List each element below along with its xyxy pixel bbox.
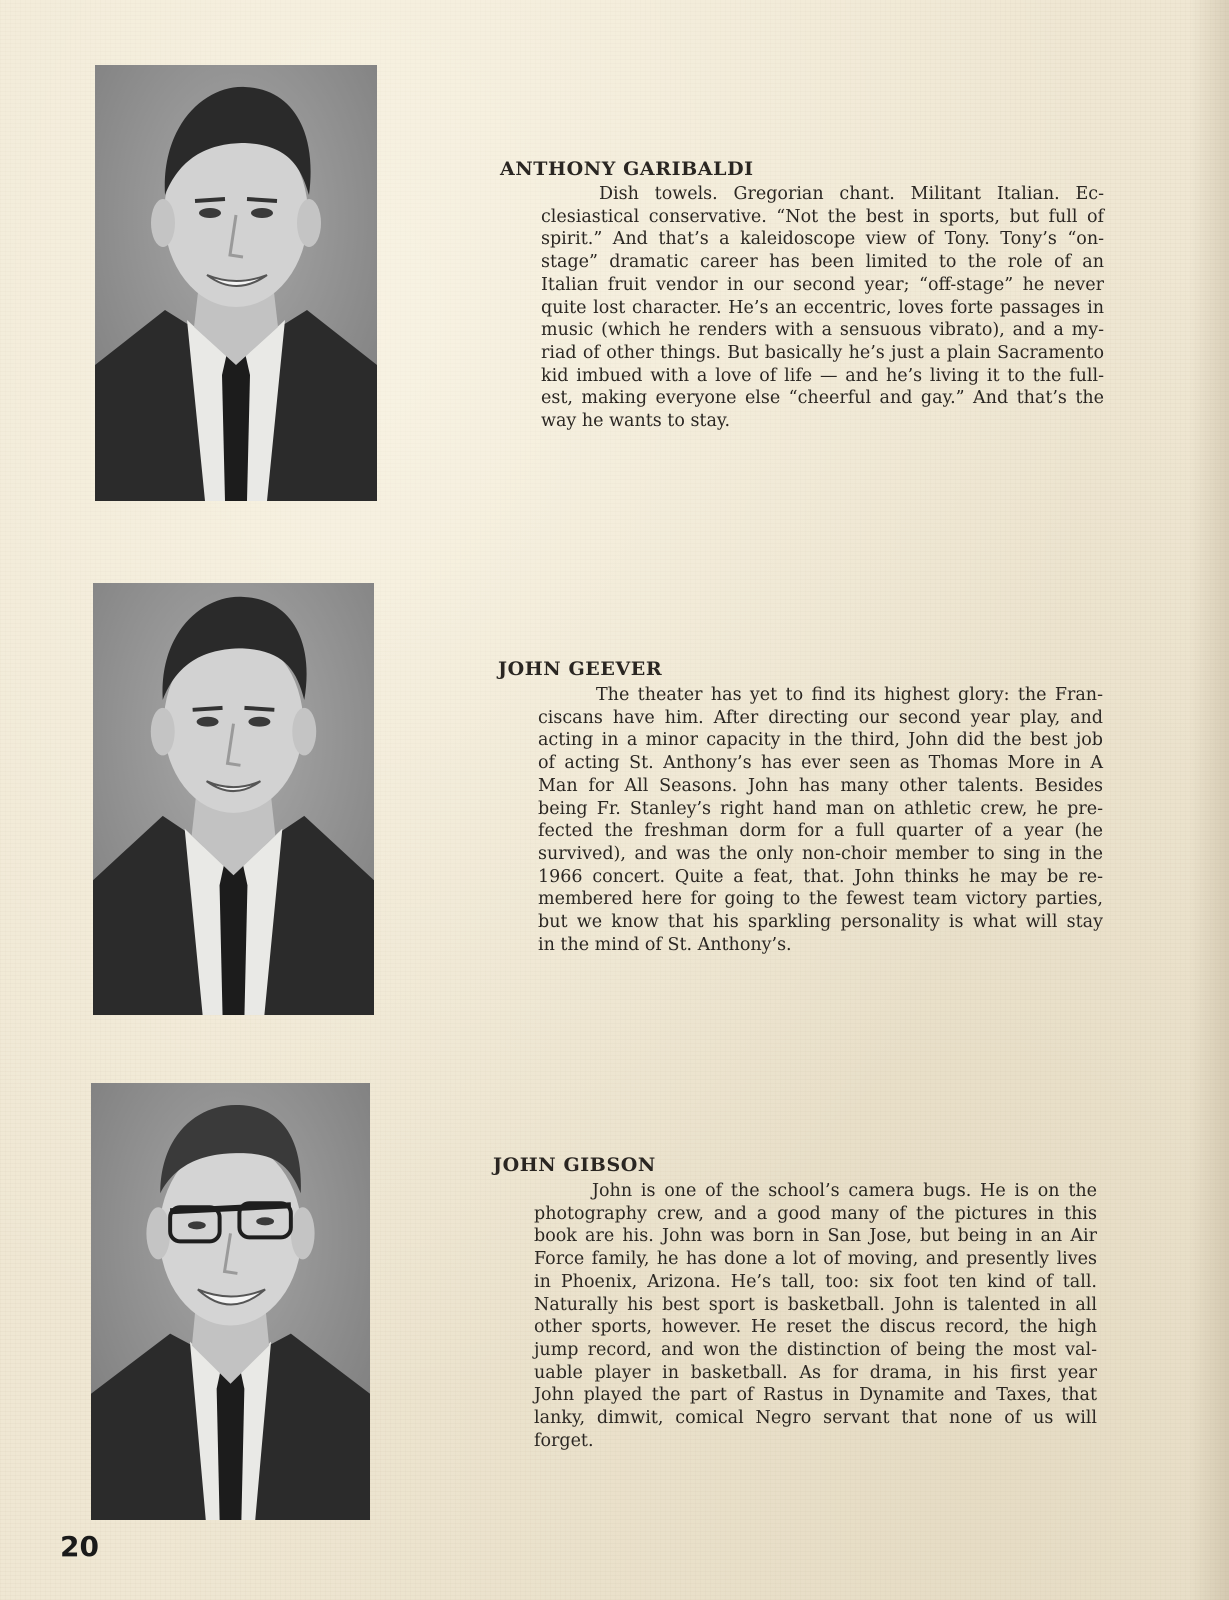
bio-line: of acting St. Anthony’s has ever seen as Thomas More in A (538, 753, 1103, 774)
student-name: JOHN GIBSON (493, 1154, 656, 1176)
bio-line: kid imbued with a love of life — and he’s living it to the full- (541, 365, 1104, 386)
portrait-image (93, 583, 374, 1015)
bio-line: The theater has yet to find its highest glory: the Fran- (596, 685, 1103, 705)
bio-line: quite lost character. He’s an eccentric, loves forte passages in (541, 297, 1104, 318)
bio-line: book are his. John was born in San Jose, but being in an Air (534, 1226, 1097, 1247)
bio-line: uable player in basketball. As for drama, in his first year (534, 1362, 1097, 1383)
bio-line: but we know that his sparkling personality is what will stay (538, 912, 1103, 933)
bio-line: Naturally his best sport is basketball. John is talented in all (534, 1294, 1097, 1315)
student-bio (534, 1180, 1097, 1452)
portrait-image (91, 1083, 370, 1520)
portrait-image (95, 65, 377, 501)
portrait-photo-john-gibson (91, 1083, 370, 1520)
bio-line: est, making everyone else “cheerful and gay.” And that’s the (541, 388, 1104, 409)
bio-line: 1966 concert. Quite a feat, that. John thinks he may be re- (538, 866, 1103, 887)
bio-line: ciscans have him. After directing our second year play, and (538, 707, 1103, 728)
bio-line: Dish towels. Gregorian chant. Militant Italian. Ec- (599, 184, 1104, 204)
bio-line: acting in a minor capacity in the third, John did the best job (538, 730, 1103, 751)
bio-line: stage” dramatic career has been limited to the role of an (541, 252, 1104, 273)
page-number: 20 (60, 1530, 99, 1563)
bio-line: Force family, he has done a lot of moving, and presently lives (534, 1249, 1097, 1270)
bio-line: music (which he renders with a sensuous vibrato), and a my- (541, 320, 1104, 341)
student-bio (541, 183, 1104, 433)
student-name: ANTHONY GARIBALDI (500, 158, 754, 180)
bio-line: lanky, dimwit, comical Negro servant that none of us will (534, 1408, 1097, 1429)
bio-line: John is one of the school’s camera bugs. He is on the (592, 1181, 1097, 1201)
bio-line: riad of other things. But basically he’s just a plain Sacramento (541, 342, 1104, 363)
bio-line: clesiastical conservative. “Not the best in sports, but full of (541, 206, 1104, 227)
bio-line: in the mind of St. Anthony’s. (538, 934, 792, 955)
student-bio (538, 684, 1103, 956)
bio-line: spirit.” And that’s a kaleidoscope view of Tony. Tony’s “on- (541, 229, 1104, 250)
bio-line: forget. (534, 1430, 594, 1451)
bio-line: other sports, however. He reset the discus record, the high (534, 1317, 1097, 1338)
bio-line: way he wants to stay. (541, 411, 731, 432)
page-edge-shadow (1189, 0, 1229, 1600)
bio-line: Man for All Seasons. John has many other talents. Besides (538, 775, 1103, 796)
bio-line: fected the freshman dorm for a full quarter of a year (he (538, 821, 1103, 842)
bio-line: in Phoenix, Arizona. He’s tall, too: six foot ten kind of tall. (534, 1271, 1097, 1292)
portrait-photo-john-geever (93, 583, 374, 1015)
bio-line: Italian fruit vendor in our second year; “off-stage” he never (541, 274, 1104, 295)
bio-line: membered here for going to the fewest team victory parties, (538, 889, 1103, 910)
bio-line: survived), and was the only non-choir member to sing in the (538, 843, 1103, 864)
bio-line: jump record, and won the distinction of being the most val- (534, 1339, 1097, 1360)
bio-line: photography crew, and a good many of the pictures in this (534, 1203, 1097, 1224)
bio-line: John played the part of Rastus in Dynamite and Taxes, that (534, 1385, 1097, 1406)
student-name: JOHN GEEVER (498, 658, 663, 680)
bio-line: being Fr. Stanley’s right hand man on athletic crew, he pre- (538, 798, 1103, 819)
portrait-photo-anthony-garibaldi (95, 65, 377, 501)
